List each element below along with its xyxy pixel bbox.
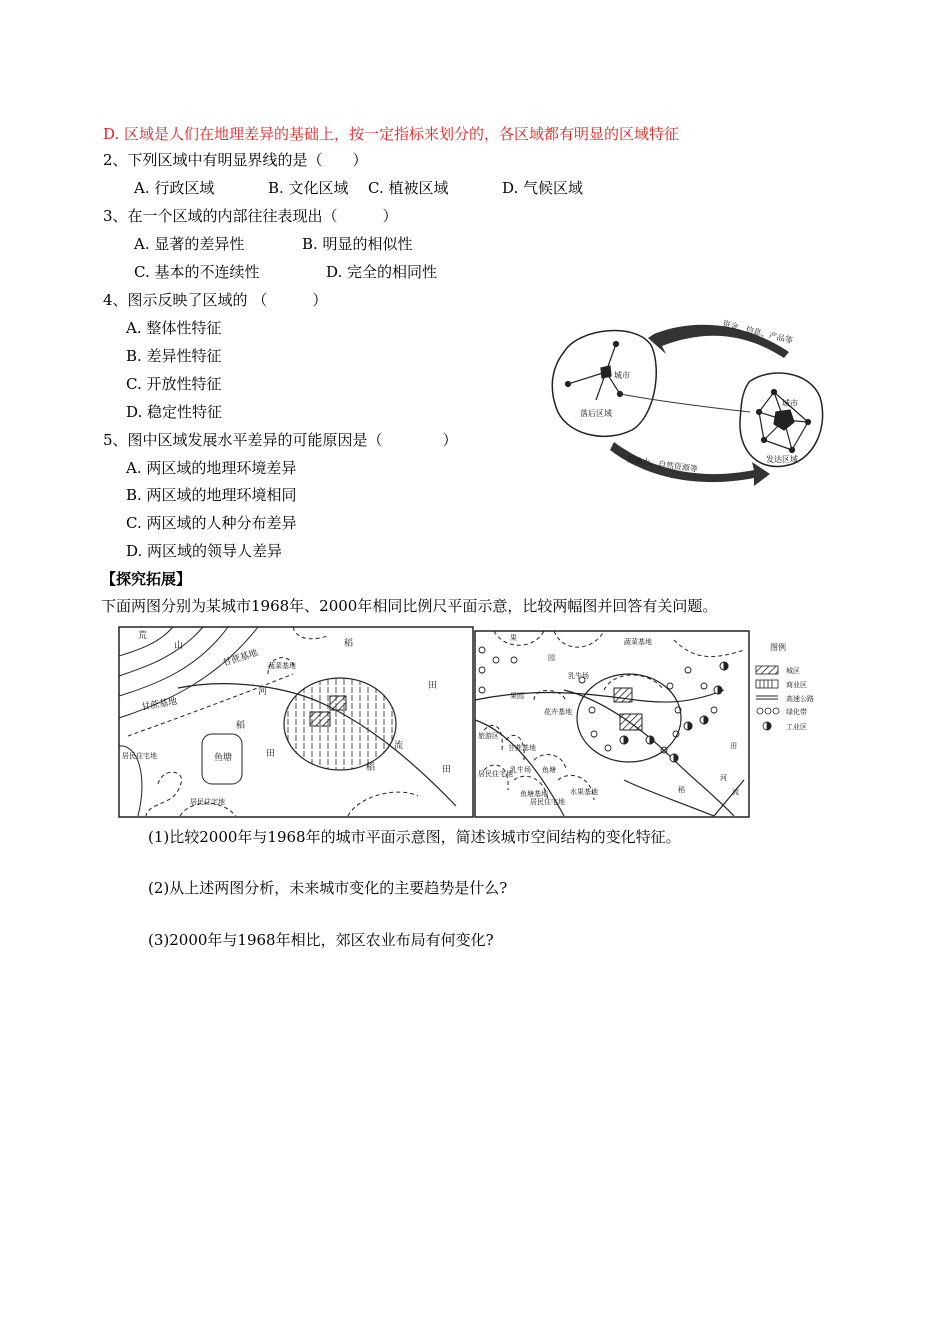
legend-greenbelt-label: 绿化带 — [786, 708, 807, 716]
map1968-label: 河 — [258, 687, 268, 697]
legend-industrial-swatch — [763, 722, 771, 730]
q3-option-a: A. 显著的差异性 — [134, 235, 245, 253]
q4-option-a: A. 整体性特征 — [126, 319, 222, 337]
map2000-label: 蔬菜基地 — [624, 638, 652, 646]
q4-option-d: D. 稳定性特征 — [126, 403, 223, 421]
map2000-label: 河 — [720, 774, 727, 782]
q3-option-b: B. 明显的相似性 — [302, 235, 413, 253]
q5-option-d: D. 两区域的领导人差异 — [126, 542, 283, 560]
map1968-label: 山 — [174, 641, 184, 651]
map2000-label: 流 — [732, 788, 739, 796]
q4-option-c: C. 开放性特征 — [126, 375, 222, 393]
legend-title: 图例 — [770, 643, 786, 652]
q3-option-d: D. 完全的相同性 — [326, 263, 438, 281]
map1968-label: 稻 — [236, 721, 246, 731]
city-core-2000-b — [620, 714, 642, 730]
map1968-label: 田 — [442, 765, 452, 775]
map2000-label: 园 — [548, 654, 555, 662]
region-interaction-diagram — [544, 312, 834, 492]
q5-option-b: B. 两区域的地理环境相同 — [126, 486, 297, 504]
city-core-1968-b — [310, 712, 330, 726]
q5-option-c: C. 两区域的人种分布差异 — [126, 514, 297, 532]
q4-option-b: B. 差异性特征 — [126, 347, 222, 365]
q1-option-d: D. 区域是人们在地理差异的基础上，按一定指标来划分的，各区域都有明显的区域特征 — [103, 125, 680, 143]
city-zone-1968 — [284, 678, 396, 770]
question-2: (2)从上述两图分析，未来城市变化的主要趋势是什么? — [148, 879, 508, 897]
section-title: 【探究拓展】 — [101, 570, 192, 588]
map2000-label: 鱼塘基地 — [520, 790, 548, 798]
right-region-label: 发达区域 — [766, 455, 798, 464]
q5-stem: 5、图中区域发展水平差异的可能原因是（ ） — [103, 431, 458, 449]
question-1: (1)比较2000年与1968年的城市平面示意图，简述该城市空间结构的变化特征。 — [148, 828, 681, 846]
map1968-label: 田 — [428, 681, 438, 691]
legend-city-swatch — [756, 666, 778, 674]
section-intro: 下面两图分别为某城市1968年、2000年相同比例尺平面示意，比较两幅图并回答有关问题。 — [101, 597, 718, 615]
map1968-label: 流 — [394, 741, 404, 751]
map2000-label: 稻 — [678, 786, 685, 794]
map1968-label: 居民住宅地 — [190, 798, 225, 806]
q3-stem: 3、在一个区域的内部往往表现出（ ） — [103, 207, 398, 225]
map1968-label: 甘蔗基地 — [221, 648, 260, 669]
map2000-label: 居民住宅地 — [478, 770, 513, 778]
map2000-label: 乳牛场 — [568, 672, 589, 680]
legend-highway-swatch — [756, 696, 778, 699]
connection-line — [620, 394, 750, 412]
legend-city-label: 城区 — [786, 667, 800, 675]
left-region-label: 落后区域 — [580, 409, 612, 418]
top-arrow-label: 资金、信息、产品等 — [721, 319, 794, 346]
q2-option-b: B. 文化区域 — [268, 179, 349, 197]
city-core-2000-a — [614, 688, 632, 702]
legend-highway-label: 高速公路 — [786, 695, 814, 703]
legend-greenbelt-swatch — [757, 708, 779, 714]
bottom-arrow-label: 劳动力、自然资源等 — [625, 455, 699, 475]
map2000-label: 花卉基地 — [544, 708, 572, 716]
q2-option-c: C. 植被区域 — [368, 179, 449, 197]
map2000-label: 居民住宅地 — [530, 798, 565, 806]
q2-option-d: D. 气候区域 — [502, 179, 584, 197]
map1968-label: 鱼塘 — [214, 753, 233, 763]
map-legend — [752, 640, 842, 740]
map2000-label: 鱼塘 — [542, 766, 556, 774]
map1968-label: 蔬菜基地 — [268, 662, 296, 670]
map2000-label: 果 — [510, 634, 517, 642]
map2000-label: 乳牛场 — [510, 766, 531, 774]
map1968-label: 居民住宅地 — [122, 752, 157, 760]
legend-commercial-swatch — [756, 680, 778, 688]
map-1968 — [118, 626, 474, 818]
map2000-label: 果园 — [510, 692, 524, 700]
map1968-label: 田 — [266, 749, 276, 759]
map-2000 — [474, 630, 750, 818]
q2-stem: 2、下列区域中有明显界线的是（ ） — [103, 151, 368, 169]
left-city-label: 城市 — [614, 371, 630, 380]
legend-commercial-label: 商业区 — [786, 681, 807, 689]
q3-option-c: C. 基本的不连续性 — [134, 263, 260, 281]
q5-option-a: A. 两区域的地理环境差异 — [126, 459, 297, 477]
right-city-label: 城市 — [782, 399, 798, 408]
q4-stem: 4、图示反映了区域的 （ ） — [103, 291, 328, 309]
q2-option-a: A. 行政区域 — [134, 179, 215, 197]
map2000-label: 旅游区 — [478, 732, 499, 740]
map1968-label: 荒 — [138, 631, 148, 641]
map2000-label: 水果基地 — [570, 788, 598, 796]
map1968-label: 稻 — [366, 763, 376, 773]
map1968-label: 甘蔗基地 — [140, 696, 178, 713]
question-3: (3)2000年与1968年相比，郊区农业布局有何变化? — [148, 931, 494, 949]
map2000-label: 田 — [730, 742, 737, 750]
map1968-label: 稻 — [344, 639, 354, 649]
map2000-label: 甘蔗基地 — [508, 744, 536, 752]
legend-industrial-label: 工业区 — [786, 723, 807, 731]
